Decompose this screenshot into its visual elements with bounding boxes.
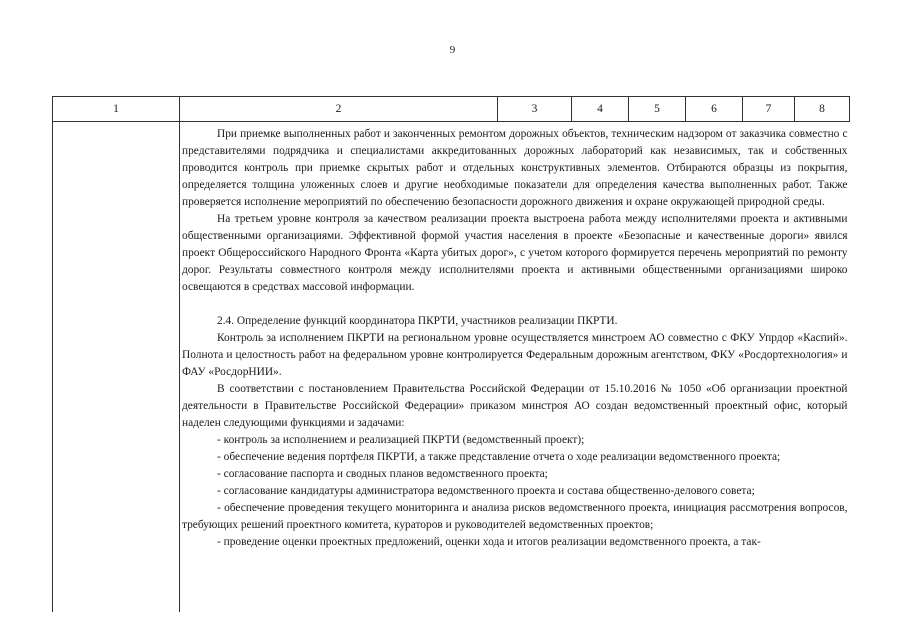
column-header-4: 4 bbox=[572, 97, 629, 122]
document-table bbox=[52, 96, 850, 612]
column-header-8: 8 bbox=[795, 97, 850, 122]
section-heading-2-4: 2.4. Определение функций координатора ПКРТИ, участников реализации ПКРТИ. bbox=[217, 315, 618, 327]
column-header-7: 7 bbox=[743, 97, 795, 122]
list-item-monitoring: - обеспечение проведения текущего мониторинга и анализа рисков ведомственного проекта, инициация рассмотрения вопросов, требующих решений проектного комитета, кураторов и руководителей ведомственных проектов; bbox=[182, 502, 848, 531]
paragraph-regional-control: Контроль за исполнением ПКРТИ на региональном уровне осуществляется минстроем АО совместно с ФКУ Упрдор «Каспий». Полнота и целостность работ на федеральном уровне контролируется Федеральным дорожным агентством, ФКУ «Росдортехнология» и ФАУ «РосдорНИИ». bbox=[182, 332, 848, 378]
list-item-assessment: - проведение оценки проектных предложений, оценки хода и итогов реализации ведомственного проекта, а так- bbox=[217, 536, 761, 548]
list-item-passport: - согласование паспорта и сводных планов ведомственного проекта; bbox=[217, 468, 548, 480]
paragraph-acceptance-control: При приемке выполненных работ и законченных ремонтом дорожных объектов, техническим надзором от заказчика совместно с представителями подрядчика и специалистами аккредитованных дорожных лабораторий как независимых, так и собственных проводится контроль при приемке скрытых работ и отдельных конструктивных элементов. Отбираются образцы из покрытия, определяется толщина уложенных слоев и другие необходимые показатели для определения качества выполненных работ. Также проверяется исполнение мероприятий по обеспечению безопасности дорожного движения и охране окружающей природной среды. bbox=[182, 128, 848, 208]
column-header-5: 5 bbox=[629, 97, 686, 122]
list-item-control: - контроль за исполнением и реализацией ПКРТИ (ведомственный проект); bbox=[217, 434, 585, 446]
page-number: 9 bbox=[449, 44, 456, 56]
list-item-administrator: - согласование кандидатуры администратора ведомственного проекта и состава общественно-делового совета; bbox=[217, 485, 755, 497]
table-body-row bbox=[53, 122, 850, 612]
column-header-1: 1 bbox=[53, 97, 180, 122]
column-header-2: 2 bbox=[180, 97, 498, 122]
paragraph-third-level-control: На третьем уровне контроля за качеством реализации проекта выстроена работа между исполнителями проекта и активными общественными организациями. Эффективной формой участия населения в проекте «Безопасные и качественные дороги» явился проект Общероссийского Народного Фронта «Карта убитых дорог», с учетом которого формируется перечень мероприятий по ремонту дорог. Результаты совместного контроля между исполнителями проекта и активными общественными организациями широко освещаются в средствах массовой информации. bbox=[182, 213, 848, 293]
table-cell-first bbox=[53, 122, 180, 612]
table-header-row bbox=[53, 97, 850, 122]
column-header-6: 6 bbox=[686, 97, 743, 122]
document-body bbox=[182, 126, 848, 551]
column-header-3: 3 bbox=[498, 97, 572, 122]
list-item-portfolio: - обеспечение ведения портфеля ПКРТИ, а также представление отчета о ходе реализации ведомственного проекта; bbox=[217, 451, 781, 463]
paragraph-project-office: В соответствии с постановлением Правительства Российской Федерации от 15.10.2016 № 1050 «Об организации проектной деятельности в Правительстве Российской Федерации» приказом минстроя АО создан ведомственный проектный офис, который наделен следующими функциями и задачами: bbox=[182, 383, 848, 429]
table-cell-content bbox=[180, 122, 850, 612]
